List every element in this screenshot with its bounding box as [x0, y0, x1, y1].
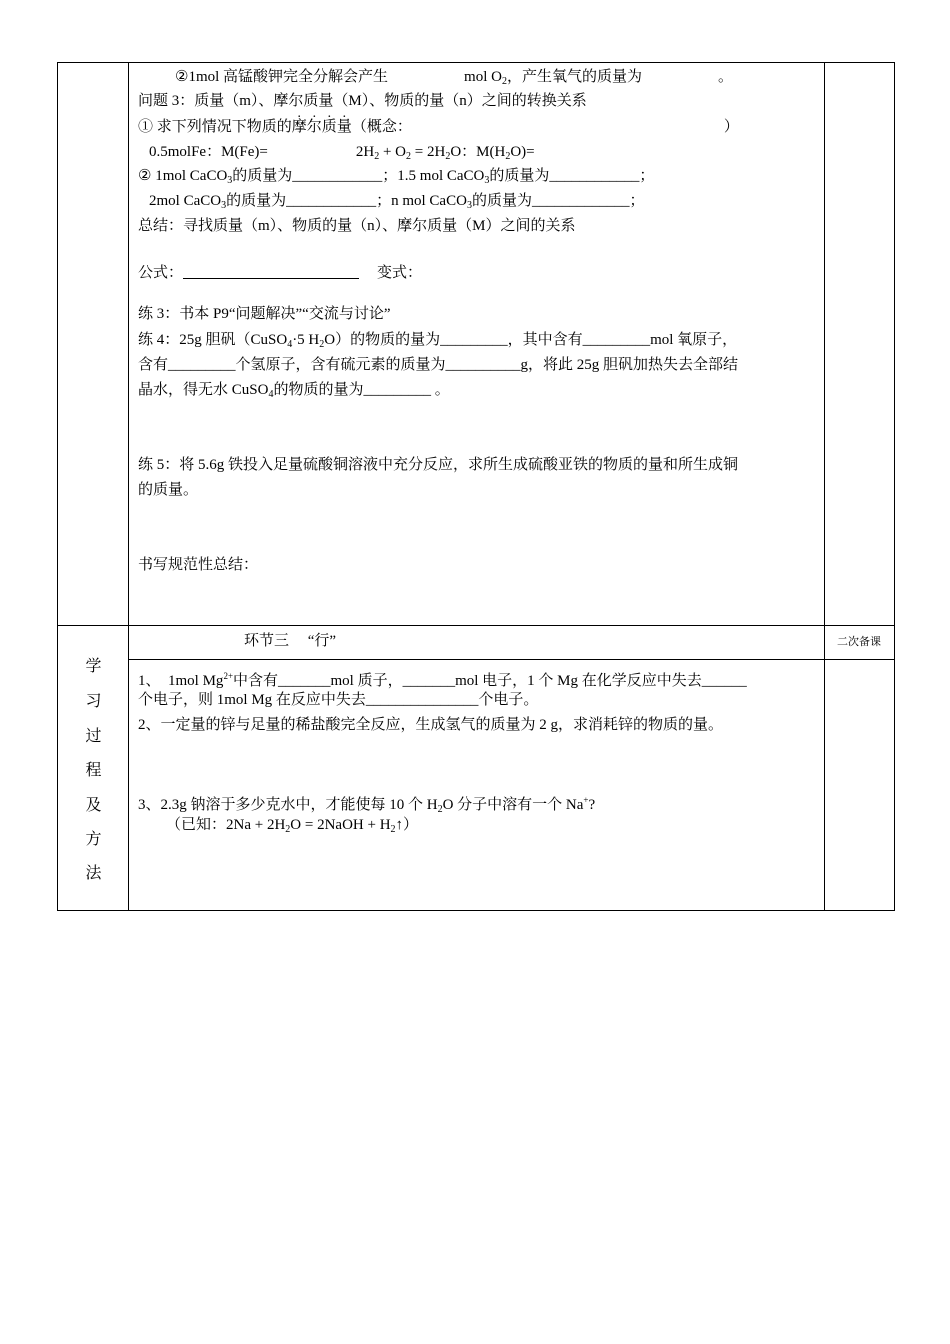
exercise-5-line2: 的质量。 [138, 482, 199, 498]
line-fe-h2o: 0.5molFe：$M(Fe)= 2H_2 + O_2 = 2H_2O$：$M(H_2O)=$ [149, 144, 535, 162]
line-caco3-1: ② 1mol CaCO$_3$的质量为____________；1.5 mol CaCO$_3$的质量为____________； [138, 168, 655, 186]
side-char: 程 [85, 760, 102, 779]
summary-line: 总结：寻找质量（m）、物质的量（n）、摩尔质量（M）之间的关系 [138, 218, 576, 234]
question-1-line2: 个电子，则 1mol Mg 在反应中失去_______________个电子。 [138, 692, 539, 708]
side-char: 习 [85, 691, 102, 710]
row-divider [58, 625, 894, 626]
second-prep-label: 二次备课 [837, 635, 881, 648]
exercise-4-line2: 含有_________个氢原子，含有硫元素的质量为__________g，将此 25g 胆矾加热失去全部结 [138, 357, 739, 373]
line-caco3-2: 2mol CaCO$_3$的质量为____________；n mol CaCO$_3$的质量为_____________； [149, 193, 645, 211]
exercise-4-line3: 晶水，得无水 CuSO$_4$的物质的量为_________ 。 [138, 382, 450, 400]
column-divider-left [128, 63, 129, 910]
column-divider-right [824, 63, 825, 910]
question-1-line1: 1、 1mol $Mg^{2+}$中含有_______mol 质子，_______mol 电子，1 个 Mg 在化学反应中失去______ [138, 671, 747, 689]
question-3: 3、2.3g 钠溶于多少克水中，才能使每 10 个 $H_2O$ 分子中溶有一个 Na+? [138, 795, 596, 815]
line-kmno4: ②1mol 高锰酸钾完全分解会产生 mol $O_2$，产生氧气的质量为 。 [175, 69, 733, 87]
section-title: 环节三 “行” [244, 633, 337, 649]
exercise-3: 练 3：书本 P9“问题解决”“交流与讨论” [138, 306, 391, 322]
line-molar-mass: ① 求下列情况下物质的摩尔质量（概念： ） [138, 119, 739, 135]
question-3-hint: （已知：$2Na + 2H_2O$ = 2NaOH + $H_2↑$） [166, 817, 419, 835]
side-char: 学 [85, 656, 102, 675]
formula-blank [183, 264, 359, 279]
question-3: 问题 3：质量（m）、摩尔质量（M）、物质的量（n）之间的转换关系 [138, 93, 587, 109]
side-char: 方 [85, 829, 102, 848]
side-char: 法 [85, 863, 102, 882]
writing-summary: 书写规范性总结： [138, 557, 259, 573]
exercise-4-line1: 练 4：25g 胆矾（CuSO$_4$·5 $H_2O$）的物质的量为_________，其中含有_________mol 氧原子， [138, 332, 738, 350]
formula-line: 公式： 变式： [138, 265, 423, 281]
exercise-5-line1: 练 5：将 5.6g 铁投入足量硫酸铜溶液中充分反应，求所生成硫酸亚铁的物质的量和所生成铜 [138, 457, 739, 473]
side-char: 过 [85, 726, 102, 745]
header-divider [128, 659, 894, 660]
side-char: 及 [85, 795, 102, 814]
question-2: 2、一定量的锌与足量的稀盐酸完全反应，生成氢气的质量为 2 g，求消耗锌的物质的量。 [138, 717, 724, 733]
